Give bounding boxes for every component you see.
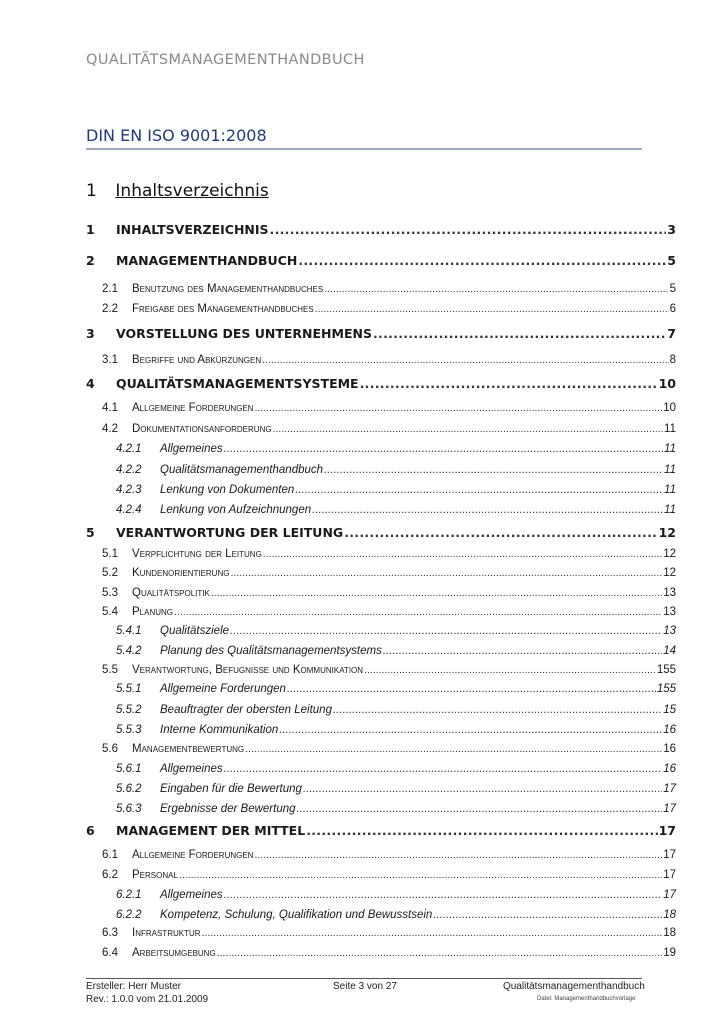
- toc-entry-number: 5.6.2: [116, 783, 142, 795]
- toc-entry[interactable]: [86, 303, 676, 315]
- toc-entry-number: 6: [86, 823, 95, 838]
- toc-entry[interactable]: [86, 504, 676, 516]
- footer-revision: Rev.: 1.0.0 vom 21.01.2009: [86, 994, 209, 1005]
- toc-entry-page: 5: [669, 283, 676, 295]
- toc-entry-page: 16: [663, 743, 676, 755]
- toc-leader-dots: [224, 889, 663, 901]
- toc-entry-page: 19: [663, 947, 676, 959]
- toc-entry-page: 11: [664, 484, 676, 496]
- toc-entry[interactable]: [86, 724, 676, 736]
- toc-entry[interactable]: [86, 484, 676, 496]
- toc-leader-dots: [383, 645, 662, 657]
- toc-entry[interactable]: [86, 889, 676, 901]
- toc-entry[interactable]: [86, 443, 676, 455]
- toc-entry-number: 4.2.1: [116, 443, 142, 455]
- toc-entry-title: Lenkung von Dokumenten: [160, 484, 295, 496]
- toc-leader-dots: [217, 947, 663, 959]
- toc-entry-title: Allgemeine Forderungen: [132, 849, 254, 861]
- toc-entry-title: Benutzung des Managementhandbuches: [132, 283, 324, 295]
- toc-entry-number: 5.4: [102, 606, 118, 618]
- toc-leader-dots: [262, 354, 668, 366]
- toc-leader-dots: [324, 283, 668, 295]
- toc-entry-number: 5.5.1: [116, 683, 142, 695]
- toc-entry-page: 17: [663, 849, 676, 861]
- toc-entry[interactable]: [86, 869, 676, 881]
- toc-entry-page: 17: [663, 803, 676, 815]
- toc-entry-page: 6: [669, 303, 676, 315]
- toc-entry-number: 4.2: [102, 423, 118, 435]
- toc-entry-title: INHALTSVERZEICHNIS: [116, 222, 269, 237]
- standard-underline: [86, 148, 642, 150]
- toc-entry-number: 4.2.3: [116, 484, 142, 496]
- toc-entry-title: MANAGEMENT DER MITTEL: [116, 823, 306, 838]
- toc-leader-dots: [224, 763, 663, 775]
- toc-entry-title: Allgemeines: [160, 889, 223, 901]
- toc-entry[interactable]: [86, 525, 676, 540]
- toc-entry-number: 5.5.3: [116, 724, 142, 736]
- toc-entry[interactable]: [86, 567, 676, 579]
- toc-leader-dots: [270, 222, 667, 237]
- toc-leader-dots: [230, 625, 662, 637]
- toc-leader-dots: [303, 783, 662, 795]
- toc-entry-number: 5.6: [102, 743, 118, 755]
- toc-entry[interactable]: [86, 625, 676, 637]
- toc-entry-number: 3: [86, 326, 95, 341]
- toc-leader-dots: [254, 849, 662, 861]
- section-heading: [86, 181, 269, 201]
- footer-rule: [86, 978, 642, 979]
- toc-entry[interactable]: [86, 645, 676, 657]
- toc-entry-number: 6.3: [102, 927, 118, 939]
- toc-entry-title: Verantwortung, Befugnisse und Kommunikation: [132, 664, 364, 676]
- toc-entry-number: 6.2: [102, 869, 118, 881]
- toc-entry[interactable]: [86, 222, 676, 237]
- toc-entry-title: VERANTWORTUNG DER LEITUNG: [116, 525, 344, 540]
- toc-entry-page: 18: [663, 927, 676, 939]
- toc-leader-dots: [306, 823, 657, 838]
- toc-entry-page: 17: [663, 889, 676, 901]
- toc-entry-title: Qualitätspolitik: [132, 587, 210, 599]
- toc-entry-title: Begriffe und Abkürzungen: [132, 354, 262, 366]
- toc-leader-dots: [324, 464, 663, 476]
- toc-entry-title: Arbeitsumgebung: [132, 947, 216, 959]
- toc-entry-title: Allgemeines: [160, 763, 223, 775]
- toc-entry-number: 4.2.4: [116, 504, 142, 516]
- toc-entry-page: 10: [658, 376, 676, 391]
- toc-entry-page: 14: [663, 645, 676, 657]
- toc-entry-number: 1: [86, 222, 95, 237]
- toc-entry-page: 5: [667, 253, 676, 268]
- toc-entry-title: Ergebnisse der Bewertung: [160, 803, 296, 815]
- toc-leader-dots: [179, 869, 662, 881]
- toc-leader-dots: [245, 743, 662, 755]
- toc-entry[interactable]: [86, 803, 676, 815]
- toc-entry[interactable]: [86, 743, 676, 755]
- toc-entry-number: 5.5: [102, 664, 118, 676]
- toc-entry-page: 11: [664, 423, 676, 435]
- footer-doc-title: Qualitätsmanagementhandbuch: [503, 981, 645, 992]
- toc-entry-title: VORSTELLUNG DES UNTERNEHMENS: [116, 326, 372, 341]
- standard-title: DIN EN ISO 9001:2008: [86, 126, 267, 145]
- toc-leader-dots: [373, 326, 666, 341]
- toc-leader-dots: [273, 423, 663, 435]
- document-header: QUALITÄTSMANAGEMENTHANDBUCH: [86, 52, 365, 68]
- toc-leader-dots: [279, 724, 662, 736]
- toc-entry-number: 4.1: [102, 402, 118, 414]
- toc-entry-page: 13: [663, 625, 676, 637]
- toc-entry-title: Dokumentationsanforderung: [132, 423, 272, 435]
- toc-entry-number: 4: [86, 376, 95, 391]
- toc-entry-page: 7: [667, 326, 676, 341]
- section-number: 1: [86, 181, 97, 201]
- toc-entry-title: Infrastruktur: [132, 927, 201, 939]
- toc-entry[interactable]: [86, 763, 676, 775]
- toc-entry[interactable]: [86, 606, 676, 618]
- toc-entry-number: 5.6.3: [116, 803, 142, 815]
- toc-entry-page: 18: [663, 909, 676, 921]
- toc-leader-dots: [433, 909, 662, 921]
- toc-entry-number: 5: [86, 525, 95, 540]
- toc-entry-title: Allgemeine Forderungen: [132, 402, 254, 414]
- toc-entry-page: 16: [663, 724, 676, 736]
- toc-entry-title: Verpflichtung der Leitung: [132, 548, 262, 560]
- toc-entry-number: 5.4.1: [116, 625, 142, 637]
- toc-leader-dots: [254, 402, 662, 414]
- toc-leader-dots: [230, 567, 662, 579]
- toc-entry-title: Allgemeines: [160, 443, 223, 455]
- toc-entry-number: 2: [86, 253, 95, 268]
- toc-entry-title: Qualitätsmanagementhandbuch: [160, 464, 324, 476]
- toc-entry-page: 13: [663, 587, 676, 599]
- toc-entry-number: 3.1: [102, 354, 118, 366]
- toc-leader-dots: [360, 376, 658, 391]
- toc-entry[interactable]: [86, 683, 676, 695]
- toc-entry-number: 5.1: [102, 548, 118, 560]
- toc-entry-number: 2.1: [102, 283, 118, 295]
- toc-entry-title: Managementbewertung: [132, 743, 245, 755]
- toc-entry-number: 5.4.2: [116, 645, 142, 657]
- toc-leader-dots: [202, 927, 663, 939]
- section-title: Inhaltsverzeichnis: [115, 181, 269, 201]
- toc-entry-page: 11: [664, 443, 676, 455]
- toc-entry-number: 6.2.2: [116, 909, 142, 921]
- toc-entry[interactable]: [86, 927, 676, 939]
- toc-entry-number: 5.3: [102, 587, 118, 599]
- toc-entry-page: 13: [663, 606, 676, 618]
- toc-leader-dots: [364, 664, 656, 676]
- toc-entry-page: 12: [663, 548, 676, 560]
- toc-entry-number: 6.4: [102, 947, 118, 959]
- toc-entry-page: 11: [664, 504, 676, 516]
- toc-leader-dots: [344, 525, 657, 540]
- toc-entry-title: MANAGEMENTHANDBUCH: [116, 253, 298, 268]
- toc-leader-dots: [297, 803, 663, 815]
- toc-entry-title: Interne Kommunikation: [160, 724, 279, 736]
- toc-entry[interactable]: [86, 783, 676, 795]
- toc-leader-dots: [295, 484, 663, 496]
- toc-entry-page: 155: [656, 664, 676, 676]
- toc-entry[interactable]: [86, 823, 676, 838]
- toc-entry[interactable]: [86, 376, 676, 391]
- toc-entry-number: 5.6.1: [116, 763, 142, 775]
- toc-entry-title: Allgemeine Forderungen: [160, 683, 286, 695]
- toc-entry[interactable]: [86, 464, 676, 476]
- toc-entry[interactable]: [86, 664, 676, 676]
- toc-leader-dots: [287, 683, 656, 695]
- toc-entry-title: Beauftragter der obersten Leitung: [160, 704, 332, 716]
- toc-leader-dots: [211, 587, 662, 599]
- toc-entry-page: 15: [663, 704, 676, 716]
- toc-entry-page: 17: [658, 823, 676, 838]
- toc-entry-title: Planung des Qualitätsmanagementsystems: [160, 645, 382, 657]
- toc-entry-number: 6.1: [102, 849, 118, 861]
- toc-entry-page: 17: [663, 783, 676, 795]
- toc-entry-page: 155: [656, 683, 676, 695]
- toc-entry-page: 8: [669, 354, 676, 366]
- footer-author: Ersteller: Herr Muster: [86, 981, 182, 992]
- toc-entry-title: Kundenorientierung: [132, 567, 230, 579]
- toc-leader-dots: [263, 548, 662, 560]
- toc-entry[interactable]: [86, 354, 676, 366]
- toc-entry-title: Personal: [132, 869, 178, 881]
- toc-entry[interactable]: [86, 283, 676, 295]
- toc-entry[interactable]: [86, 704, 676, 716]
- toc-leader-dots: [333, 704, 662, 716]
- toc-entry-page: 12: [663, 567, 676, 579]
- footer-file: Datei: Managementhandbuchvorlage: [537, 996, 636, 1002]
- toc-entry-title: Qualitätsziele: [160, 625, 230, 637]
- toc-entry-number: 4.2.2: [116, 464, 142, 476]
- toc-entry[interactable]: [86, 423, 676, 435]
- toc-leader-dots: [312, 504, 663, 516]
- toc-entry[interactable]: [86, 909, 676, 921]
- toc-entry[interactable]: [86, 326, 676, 341]
- toc-entry-page: 17: [663, 869, 676, 881]
- toc-entry-number: 5.2: [102, 567, 118, 579]
- toc-entry-page: 11: [664, 464, 676, 476]
- toc-entry[interactable]: [86, 947, 676, 959]
- toc-entry[interactable]: [86, 402, 676, 414]
- toc-entry-title: Kompetenz, Schulung, Qualifikation und Bewusstsein: [160, 909, 433, 921]
- toc-entry-page: 3: [667, 222, 676, 237]
- toc-entry-page: 12: [658, 525, 676, 540]
- toc-entry-number: 5.5.2: [116, 704, 142, 716]
- toc-entry-title: QUALITÄTSMANAGEMENTSYSTEME: [116, 376, 359, 391]
- toc-leader-dots: [174, 606, 662, 618]
- toc-entry-page: 10: [663, 402, 676, 414]
- toc-entry[interactable]: [86, 849, 676, 861]
- toc-entry-title: Freigabe des Managementhandbuches: [132, 303, 314, 315]
- toc-entry-title: Lenkung von Aufzeichnungen: [160, 504, 312, 516]
- toc-entry-page: 16: [663, 763, 676, 775]
- toc-leader-dots: [298, 253, 666, 268]
- toc-entry-number: 6.2.1: [116, 889, 142, 901]
- toc-leader-dots: [224, 443, 663, 455]
- toc-entry[interactable]: [86, 587, 676, 599]
- toc-entry-number: 2.2: [102, 303, 118, 315]
- toc-entry-title: Planung: [132, 606, 174, 618]
- toc-leader-dots: [315, 303, 669, 315]
- footer-page: Seite 3 von 27: [333, 981, 397, 992]
- toc-entry[interactable]: [86, 548, 676, 560]
- toc-entry[interactable]: [86, 253, 676, 268]
- toc-entry-title: Eingaben für die Bewertung: [160, 783, 302, 795]
